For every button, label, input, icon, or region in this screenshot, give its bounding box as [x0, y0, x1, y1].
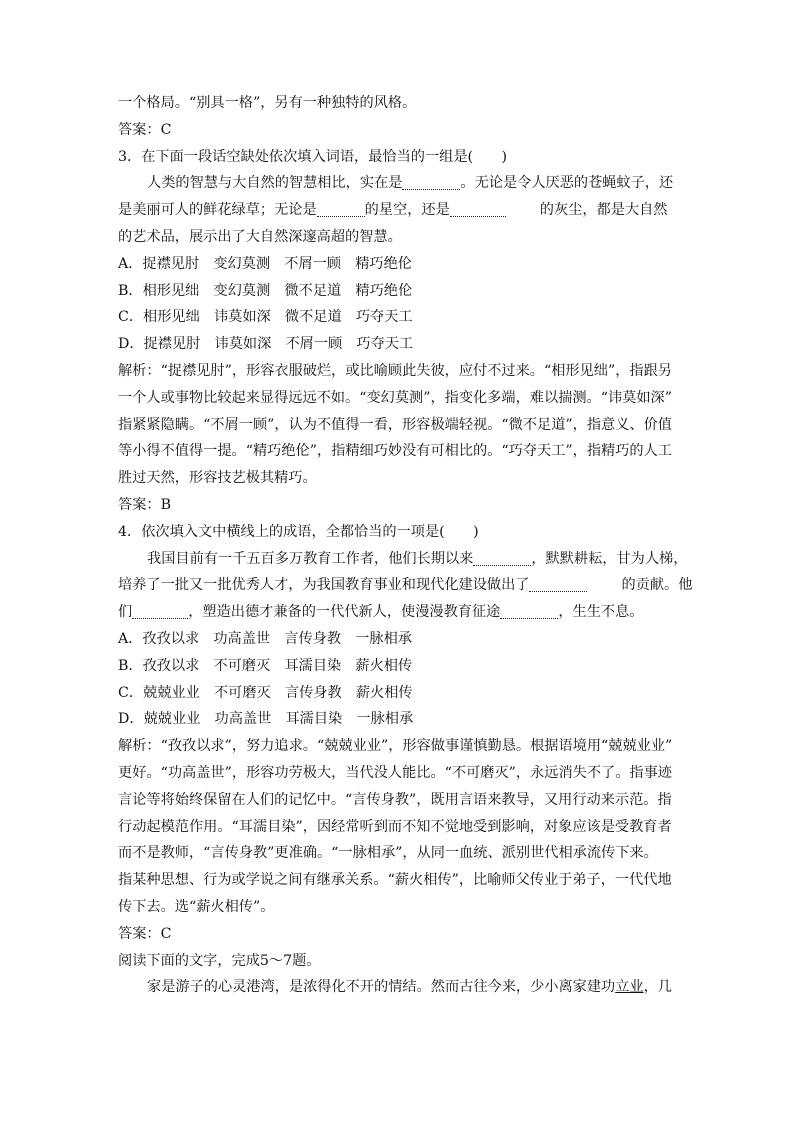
- option-c: C．相形见绌 讳莫如深 微不足道 巧夺天工: [118, 309, 413, 326]
- analysis-line: 传下去。选“薪火相传”。: [118, 898, 275, 915]
- text-line: 一个格局。“别具一格”，另有一种独特的风格。: [118, 95, 417, 111]
- option-a: A．捉襟见肘 变幻莫测 不屑一顾 精巧绝伦: [118, 255, 412, 272]
- question-4-passage: 我国目前有一千五百多万教育工作者，他们长期以来 ，默默耕耘，甘为人梯，: [118, 546, 678, 573]
- analysis-line: 更好。“功高盖世”，形容功劳极大，当代没人能比。“不可磨灭”，永远消失不了。指事迹: [118, 764, 672, 781]
- question-4-passage: 们 ，塑造出德才兼备的一代代新人，使漫漫教育征途 ，生生不息。: [118, 599, 678, 626]
- fill-blank: [529, 574, 587, 592]
- analysis-line: 解析：“捉襟见肘”，形容衣服破烂，或比喻顾此失彼，应付不过来。“相形见绌”，指跟另: [118, 362, 672, 379]
- analysis-line: 而不是教师，“言传身教”更准确。“一脉相承”，从同一血统、派别世代相承流传下来。: [118, 845, 658, 862]
- analysis-line: 行动起模范作用。“耳濡目染”，因经常听到而不知不觉地受到影响，对象应该是受教育者: [118, 818, 672, 835]
- option-d: D．捉襟见肘 讳莫如深 不屑一顾 巧夺天工: [118, 336, 414, 353]
- answer-line: 答案：C: [118, 121, 172, 138]
- document-page: [118, 90, 693, 1001]
- fill-blank: [132, 601, 188, 619]
- option-c: C．兢兢业业 不可磨灭 言传身教 薪火相传: [118, 684, 413, 701]
- reading-instruction: 阅读下面的文字，完成5～7题。: [118, 952, 321, 969]
- fill-blank: [500, 601, 558, 619]
- option-b: B．相形见绌 变幻莫测 微不足道 精巧绝伦: [118, 282, 413, 299]
- fill-blank: [402, 172, 460, 190]
- analysis-line: 指某种思想、行为或学说之间有继承关系。“薪火相传”，比喻师父传业于弟子，一代代地: [118, 872, 672, 889]
- question-3-stem: 3．在下面一段话空缺处依次填入词语，最恰当的一组是( ): [118, 148, 507, 165]
- fill-blank: [473, 548, 531, 566]
- question-3-passage: 人类的智慧与大自然的智慧相比，实在是 。无论是令人厌恶的苍蝇蚊子，还: [118, 170, 678, 197]
- option-d: D．兢兢业业 功高盖世 耳濡目染 一脉相承: [118, 711, 414, 728]
- question-4-passage: 培养了一批又一批优秀人才，为我国教育事业和现代化建设做出了 的贡献。他: [118, 572, 678, 599]
- underlined-phrase: 立业: [615, 979, 644, 996]
- question-4-stem: 4．依次填入文中横线上的成语，全都恰当的一项是( ): [118, 523, 479, 540]
- analysis-line: 解析：“孜孜以求”，努力追求。“兢兢业业”，形容做事谨慎勤恳。根据语境用“兢兢业业”: [118, 738, 673, 755]
- analysis-line: 等小得不值得一提。“精巧绝伦”，指精细巧妙没有可相比的。“巧夺天工”，指精巧的人工: [118, 443, 672, 460]
- option-b: B．孜孜以求 不可磨灭 耳濡目染 薪火相传: [118, 657, 413, 674]
- analysis-line: 一个人或事物比较起来显得远远不如。“变幻莫测”，指变化多端，难以揣测。“讳莫如深”: [118, 389, 672, 406]
- answer-line: 答案：B: [118, 496, 171, 513]
- option-a: A．孜孜以求 功高盖世 言传身教 一脉相承: [118, 630, 412, 647]
- analysis-line: 胜过天然，形容技艺极其精巧。: [118, 470, 317, 487]
- question-3-passage: 是美丽可人的鲜花绿草；无论是 的星空，还是 的灰尘，都是大自然: [118, 197, 678, 224]
- fill-blank: [450, 199, 506, 217]
- reading-passage: 家是游子的心灵港湾，是浓得化不开的情结。然而古往今来，少小离家建功立业，几: [147, 979, 672, 996]
- question-3-passage: 的艺术品，展示出了大自然深邃高超的智慧。: [118, 228, 402, 245]
- analysis-line: 指紧紧隐瞒。“不屑一顾”，认为不值得一看，形容极端轻视。“微不足道”，指意义、价值: [118, 416, 672, 433]
- fill-blank: [317, 199, 365, 217]
- analysis-line: 言论等将始终保留在人们的记忆中。“言传身教”，既用言语来教导，又用行动来示范。指: [118, 791, 672, 808]
- answer-line: 答案：C: [118, 925, 172, 942]
